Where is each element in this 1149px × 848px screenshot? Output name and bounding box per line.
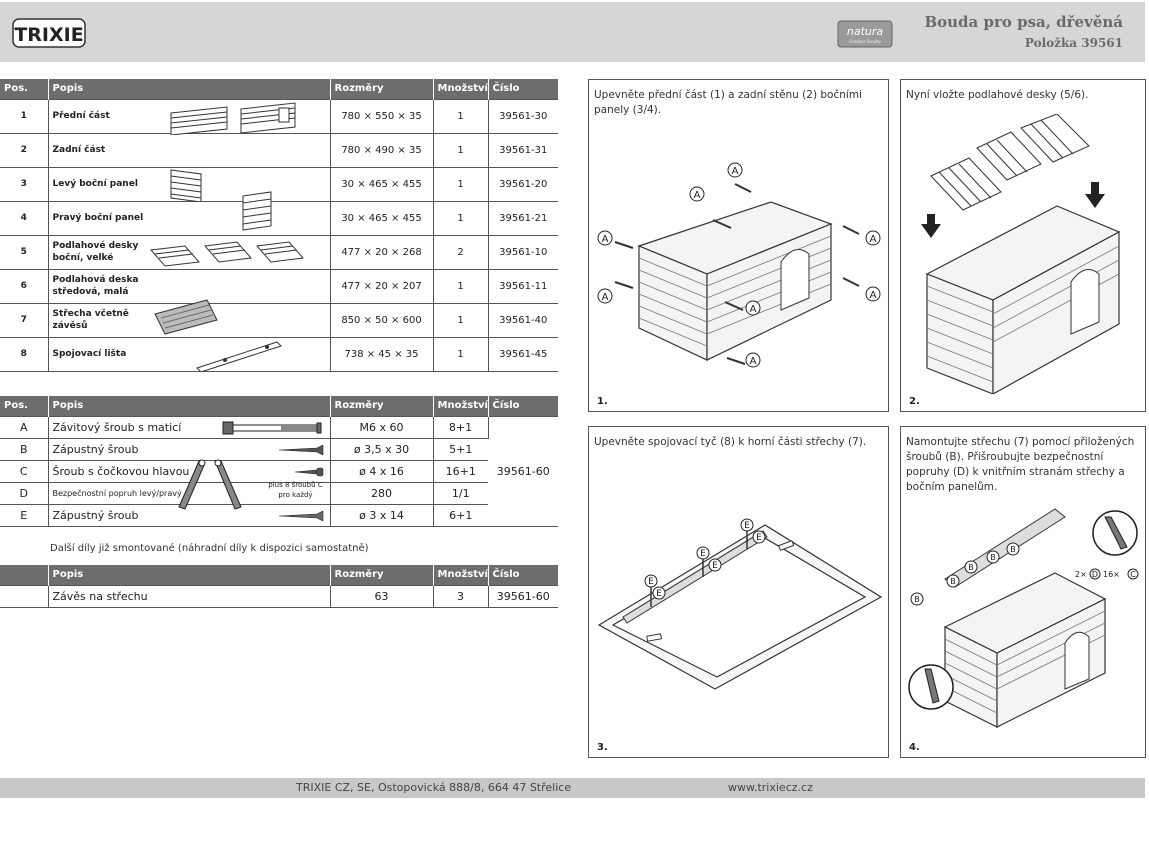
label-b-icon [947, 575, 959, 587]
roof-drawing [151, 296, 223, 336]
svg-text:E: E [648, 577, 654, 587]
dims-cell: ø 3,5 x 30 [330, 438, 433, 460]
step-4-text: Namontujte střechu (7) pomocí přiložených šroubů (B). Přišroubujte bezpečnostní popruhy (D) k vnitřním stranám střechy a bočním panelům. [906, 436, 1135, 493]
step-1-illustration [595, 150, 885, 380]
label-a-icon [746, 353, 760, 367]
parts-table-header [0, 79, 558, 99]
qty-cell: 1/1 [433, 482, 488, 504]
trixie-logo [12, 16, 86, 50]
qty-cell: 1 [433, 201, 488, 235]
label-e-icon [653, 587, 665, 599]
label-e-icon [709, 559, 721, 571]
svg-text:E: E [712, 561, 718, 571]
desc-cell [48, 133, 330, 167]
pos-cell [0, 585, 48, 607]
pos-cell: 7 [0, 303, 48, 337]
num-cell: 39561-60 [488, 585, 558, 607]
label-b-icon [1007, 543, 1019, 555]
qty-cell: 2 [433, 235, 488, 269]
svg-text:E: E [756, 533, 762, 543]
dims-cell: ø 3 x 14 [330, 504, 433, 526]
pos-cell: E [0, 504, 48, 526]
svg-text:A: A [749, 356, 757, 367]
qty-cell: 1 [433, 303, 488, 337]
threaded-bolt-icon [221, 420, 323, 436]
qty-cell: 8+1 [433, 416, 488, 438]
qty-cell: 1 [433, 337, 488, 371]
right-side-panel-drawing [237, 190, 277, 232]
col-dims: Rozměry [330, 396, 433, 416]
label-a-icon [866, 287, 880, 301]
table-row [0, 585, 558, 607]
header-bar [0, 2, 1145, 62]
svg-text:B: B [1010, 545, 1016, 554]
col-desc: Popis [48, 565, 330, 585]
table-row [0, 482, 558, 504]
svg-text:D: D [1091, 570, 1099, 579]
step-4-number: 4. [909, 742, 920, 753]
col-qty: Množství [433, 565, 488, 585]
strap-detail-lower-icon [909, 665, 953, 709]
svg-text:A: A [731, 166, 739, 177]
step-3-number: 3. [597, 742, 608, 753]
col-pos: Pos. [0, 79, 48, 99]
part-label: Zápustný šroub [52, 508, 139, 522]
spare-parts-table [0, 565, 559, 608]
table-row [0, 269, 558, 303]
desc-cell [48, 303, 330, 337]
pan-head-screw-icon [293, 467, 325, 477]
qty-cell: 1 [433, 269, 488, 303]
pos-cell: B [0, 438, 48, 460]
pos-cell: 4 [0, 201, 48, 235]
svg-text:Outdoor Quality: Outdoor Quality [849, 39, 881, 44]
front-panel-drawing [167, 101, 327, 135]
left-side-panel-drawing [167, 168, 207, 202]
dims-cell: 738 × 45 × 35 [330, 337, 433, 371]
svg-text:A: A [869, 234, 877, 245]
svg-text:A: A [693, 190, 701, 201]
table-row [0, 167, 558, 201]
step-2-text: Nyní vložte podlahové desky (5/6). [906, 89, 1089, 101]
desc-cell [48, 482, 330, 504]
step-1-number: 1. [597, 396, 608, 407]
desc-cell [48, 99, 330, 133]
label-b-icon [987, 551, 999, 563]
countersunk-screw-icon [277, 445, 325, 455]
pos-cell: 2 [0, 133, 48, 167]
table-row [0, 438, 558, 460]
label-a-icon [598, 289, 612, 303]
dims-cell: ø 4 x 16 [330, 460, 433, 482]
pos-cell: 8 [0, 337, 48, 371]
table-row [0, 504, 558, 526]
step-3-illustration [593, 513, 885, 693]
num-cell: 39561-10 [488, 235, 558, 269]
part-label: Spojovací lišta [52, 349, 127, 359]
num-cell: 39561-20 [488, 167, 558, 201]
document-title: Bouda pro psa, dřevěná [924, 13, 1123, 31]
dims-cell: 780 × 490 × 35 [330, 133, 433, 167]
desc-cell [48, 337, 330, 371]
dims-cell: 477 × 20 × 268 [330, 235, 433, 269]
table-row [0, 235, 558, 269]
table-row [0, 303, 558, 337]
col-pos: Pos. [0, 396, 48, 416]
num-cell: 39561-40 [488, 303, 558, 337]
svg-text:B: B [968, 563, 974, 572]
qty-cell: 16+1 [433, 460, 488, 482]
dims-cell: 30 × 465 × 455 [330, 201, 433, 235]
dims-cell: 30 × 465 × 455 [330, 167, 433, 201]
svg-text:16×: 16× [1103, 570, 1120, 579]
qty-cell: 3 [433, 585, 488, 607]
svg-text:B: B [990, 553, 996, 562]
desc-cell [48, 504, 330, 526]
connecting-rail-drawing [195, 338, 285, 372]
svg-text:E: E [744, 521, 750, 531]
svg-text:2×: 2× [1075, 570, 1087, 579]
table-row [0, 337, 558, 371]
desc-cell [48, 201, 330, 235]
pos-cell: 3 [0, 167, 48, 201]
dims-cell: 850 × 50 × 600 [330, 303, 433, 337]
label-e-icon [697, 547, 709, 559]
svg-text:natura: natura [846, 25, 884, 38]
step-2-illustration [905, 114, 1143, 394]
item-number: Položka 39561 [1024, 36, 1123, 50]
part-label: Střecha včetně závěsů [52, 309, 129, 331]
fastener-formula [1075, 569, 1138, 579]
label-a-icon [690, 187, 704, 201]
label-e-icon [741, 519, 753, 531]
col-dims: Rozměry [330, 565, 433, 585]
dims-cell: 280 [330, 482, 433, 504]
screws-table-header [0, 396, 558, 416]
num-cell: 39561-45 [488, 337, 558, 371]
num-cell: 39561-11 [488, 269, 558, 303]
website-link[interactable]: www.trixiecz.cz [728, 781, 813, 794]
num-cell: 39561-30 [488, 99, 558, 133]
svg-text:A: A [601, 292, 609, 303]
step-3-panel [588, 426, 889, 758]
label-a-icon [746, 301, 760, 315]
table-row [0, 201, 558, 235]
table-row [0, 133, 558, 167]
col-num: Číslo [488, 396, 558, 416]
col-num: Číslo [488, 565, 558, 585]
step-1-text: Upevněte přední část (1) a zadní stěnu (2) bočními panely (3/4). [594, 89, 862, 116]
label-e-icon [753, 531, 765, 543]
label-a-icon [598, 231, 612, 245]
part-label: Zadní část [52, 145, 106, 155]
qty-cell: 1 [433, 133, 488, 167]
qty-cell: 1 [433, 99, 488, 133]
col-desc: Popis [48, 79, 330, 99]
pos-cell: 1 [0, 99, 48, 133]
dims-cell: 477 × 20 × 207 [330, 269, 433, 303]
step-2-number: 2. [909, 396, 920, 407]
pos-cell: C [0, 460, 48, 482]
spare-table-header [0, 565, 558, 585]
qty-cell: 5+1 [433, 438, 488, 460]
part-label: Zápustný šroub [52, 442, 139, 456]
part-label: Závitový šroub s maticí [52, 420, 182, 434]
col-desc: Popis [48, 396, 330, 416]
svg-text:B: B [950, 577, 956, 586]
desc-cell [48, 235, 330, 269]
step-4-illustration [905, 503, 1143, 739]
desc-cell: Závěs na střechu [48, 585, 330, 607]
label-a-icon [866, 231, 880, 245]
part-label: Levý boční panel [52, 179, 138, 189]
part-label: Podlahová deska středová, malá [52, 275, 139, 297]
svg-text:B: B [914, 595, 920, 604]
pos-cell: D [0, 482, 48, 504]
label-e-icon [645, 575, 657, 587]
col-dims: Rozměry [330, 79, 433, 99]
label-b-icon [911, 593, 923, 605]
step-2-panel [900, 79, 1146, 412]
preassembled-note: Další díly již smontované (náhradní díly k dispozici samostatně) [50, 543, 369, 554]
part-label: Pravý boční panel [52, 213, 144, 223]
table-row [0, 99, 558, 133]
svg-text:TRIXIE: TRIXIE [14, 24, 84, 46]
table-row [0, 416, 558, 438]
countersunk-screw-small-icon [277, 511, 327, 521]
screws-table [0, 396, 559, 527]
col-qty: Množství [433, 79, 488, 99]
pos-cell: 5 [0, 235, 48, 269]
company-address: TRIXIE CZ, SE, Ostopovická 888/8, 664 47 Střelice [296, 781, 572, 794]
svg-text:A: A [869, 290, 877, 301]
col-pos [0, 565, 48, 585]
pos-cell: A [0, 416, 48, 438]
desc-cell [48, 416, 330, 438]
dims-cell: 63 [330, 585, 433, 607]
step-1-panel [588, 79, 889, 412]
part-label: Podlahové desky boční, velké [52, 241, 139, 263]
parts-table [0, 79, 559, 372]
step-3-text: Upevněte spojovací tyč (8) k horní části střechy (7). [594, 436, 867, 448]
part-label: Přední část [52, 111, 110, 121]
desc-cell [48, 438, 330, 460]
shared-num-cell: 39561-60 [488, 416, 558, 526]
dims-cell: M6 x 60 [330, 416, 433, 438]
pos-cell: 6 [0, 269, 48, 303]
strap-note: plus 8 šroubů C pro každý [268, 480, 323, 499]
step-4-panel [900, 426, 1146, 758]
col-num: Číslo [488, 79, 558, 99]
part-label: Bezpečnostní popruh levý/pravý [52, 488, 182, 498]
col-qty: Množství [433, 396, 488, 416]
svg-text:C: C [1130, 570, 1136, 579]
num-cell: 39561-21 [488, 201, 558, 235]
desc-cell [48, 167, 330, 201]
svg-text:A: A [749, 304, 757, 315]
svg-text:E: E [700, 549, 706, 559]
qty-cell: 1 [433, 167, 488, 201]
qty-cell: 6+1 [433, 504, 488, 526]
svg-text:E: E [656, 589, 662, 599]
natura-badge [837, 19, 893, 49]
label-a-icon [728, 163, 742, 177]
strap-detail-icon [1093, 511, 1137, 555]
num-cell: 39561-31 [488, 133, 558, 167]
svg-text:A: A [601, 234, 609, 245]
footer-bar [0, 778, 1145, 798]
part-label: Šroub s čočkovou hlavou [52, 464, 190, 478]
dims-cell: 780 × 550 × 35 [330, 99, 433, 133]
label-b-icon [965, 561, 977, 573]
